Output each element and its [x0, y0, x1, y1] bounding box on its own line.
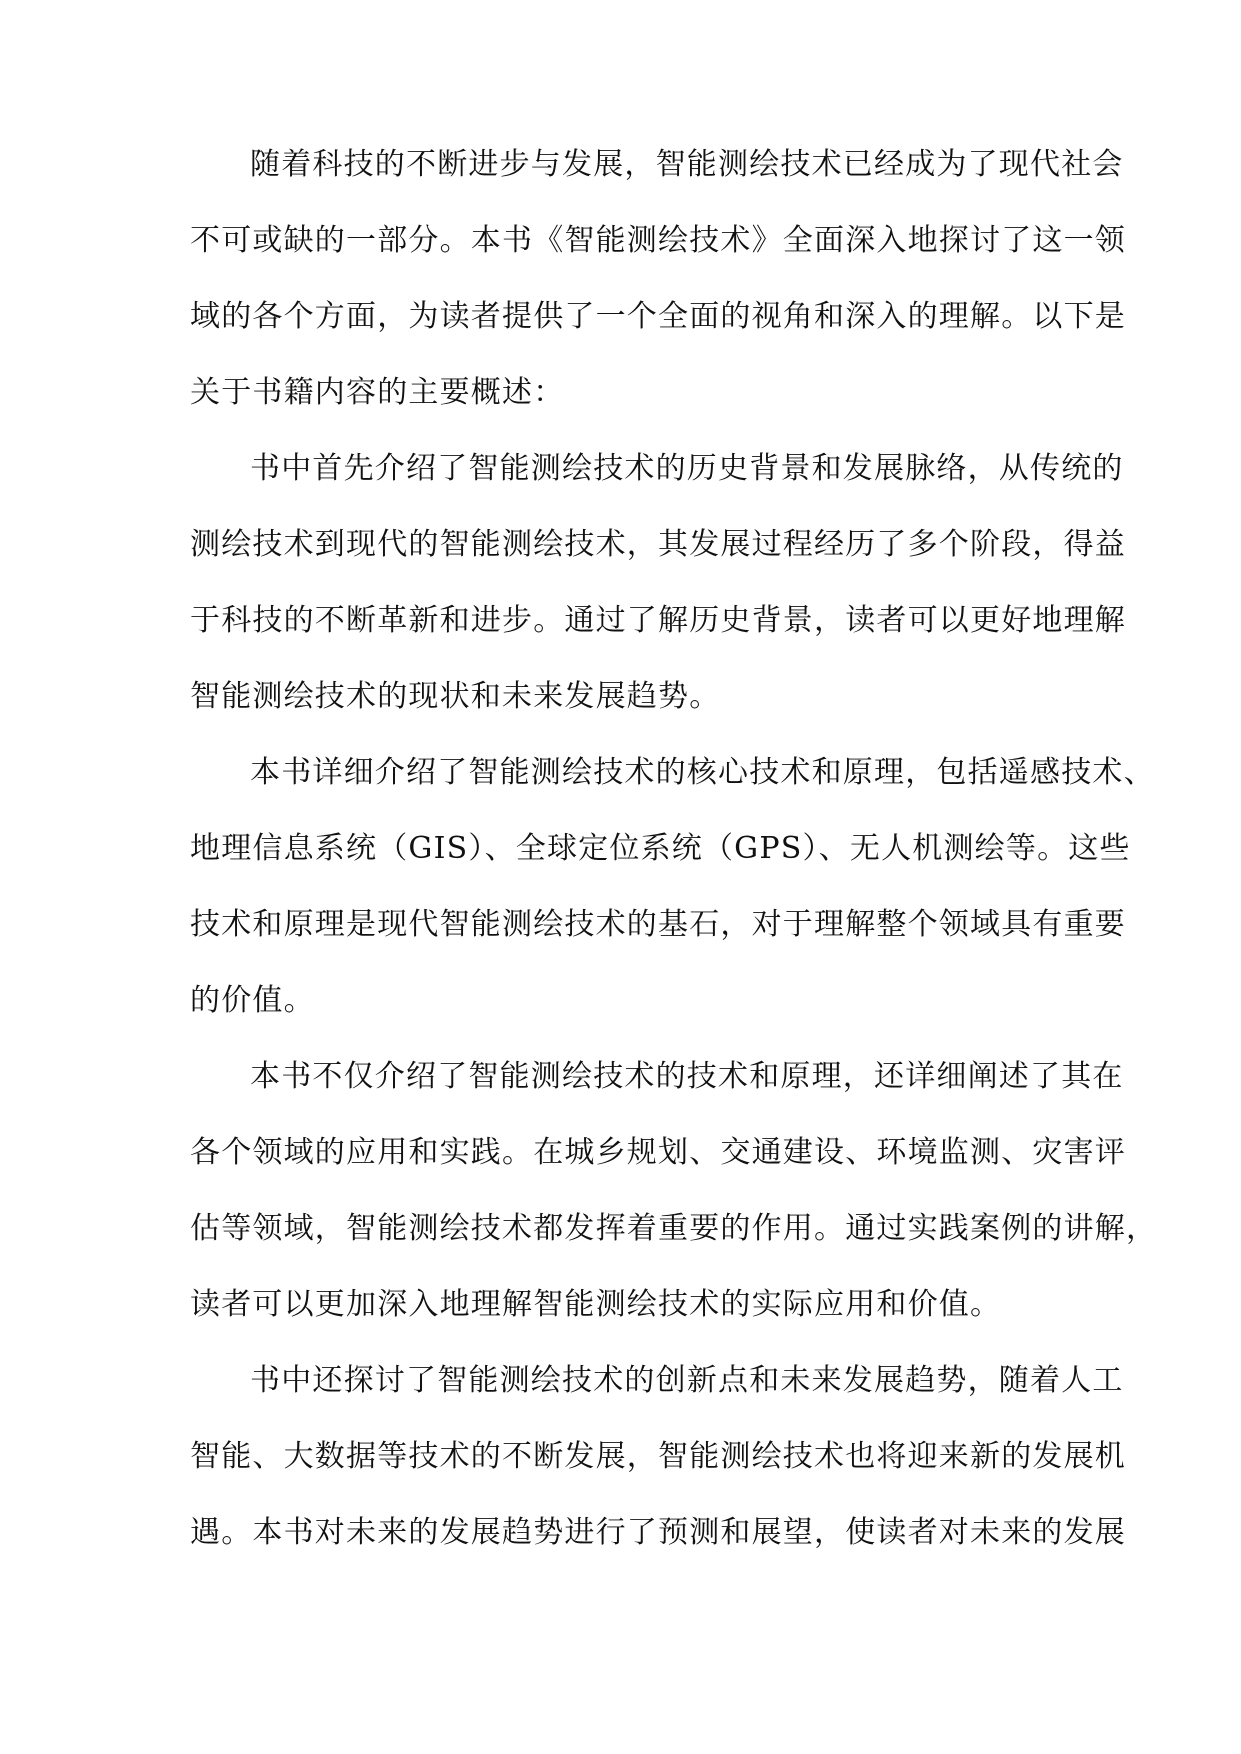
text-line: 本书不仅介绍了智能测绘技术的技术和原理，还详细阐述了其在 — [250, 1059, 1124, 1094]
text-line: 本书详细介绍了智能测绘技术的核心技术和原理，包括遥感技术、 — [250, 755, 1155, 790]
text-line: 关于书籍内容的主要概述： — [190, 375, 565, 410]
text-line: 书中还探讨了智能测绘技术的创新点和未来发展趋势，随着人工 — [250, 1363, 1124, 1398]
text-line: 的价值。 — [190, 983, 315, 1018]
text-line: 技术和原理是现代智能测绘技术的基石，对于理解整个领域具有重要 — [190, 907, 1126, 942]
text-line: 智能、大数据等技术的不断发展，智能测绘技术也将迎来新的发展机 — [190, 1439, 1126, 1474]
text-line: 地理信息系统（GIS）、全球定位系统（GPS）、无人机测绘等。这些 — [190, 831, 1131, 866]
text-line: 智能测绘技术的现状和未来发展趋势。 — [190, 679, 721, 714]
text-line: 估等领域，智能测绘技术都发挥着重要的作用。通过实践案例的讲解， — [190, 1211, 1158, 1246]
text-line: 域的各个方面，为读者提供了一个全面的视角和深入的理解。以下是 — [190, 299, 1126, 334]
text-line: 随着科技的不断进步与发展，智能测绘技术已经成为了现代社会 — [250, 147, 1124, 182]
text-line: 各个领域的应用和实践。在城乡规划、交通建设、环境监测、灾害评 — [190, 1135, 1126, 1170]
text-line: 读者可以更加深入地理解智能测绘技术的实际应用和价值。 — [190, 1287, 1002, 1322]
text-line: 不可或缺的一部分。本书《智能测绘技术》全面深入地探讨了这一领 — [190, 223, 1126, 258]
text-line: 书中首先介绍了智能测绘技术的历史背景和发展脉络，从传统的 — [250, 451, 1124, 486]
text-line: 于科技的不断革新和进步。通过了解历史背景，读者可以更好地理解 — [190, 603, 1126, 638]
text-line: 测绘技术到现代的智能测绘技术，其发展过程经历了多个阶段，得益 — [190, 527, 1126, 562]
text-line: 遇。本书对未来的发展趋势进行了预测和展望，使读者对未来的发展 — [190, 1515, 1126, 1550]
